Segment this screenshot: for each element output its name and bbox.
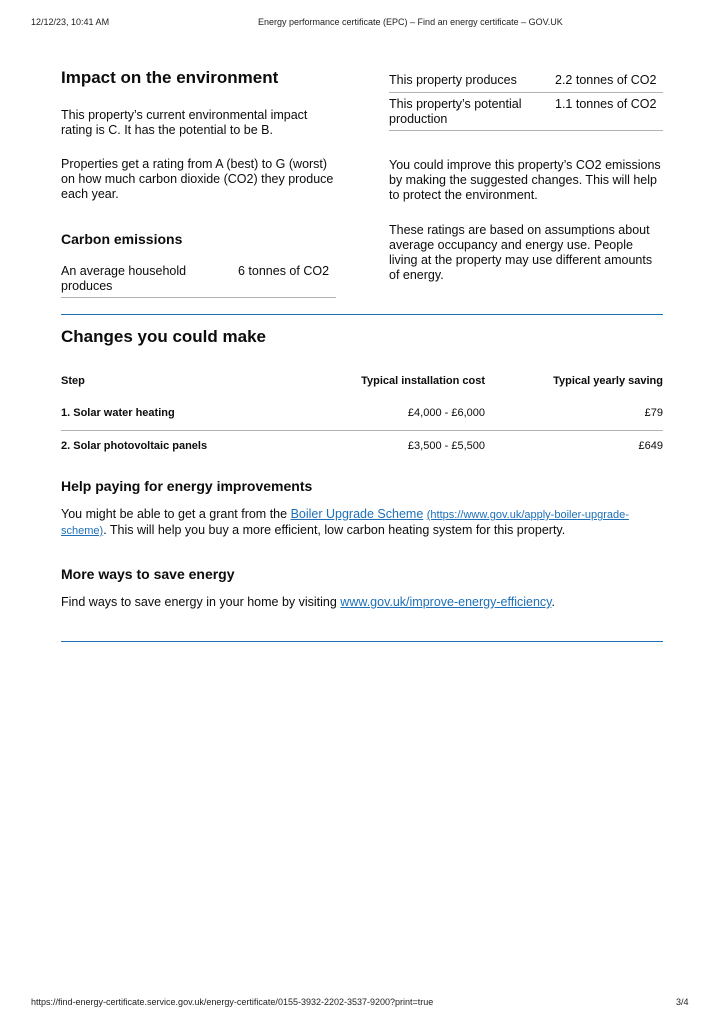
boiler-upgrade-scheme-link[interactable]: Boiler Upgrade Scheme [290, 507, 424, 521]
table-row-saving: £649 [638, 440, 663, 452]
divider [61, 430, 663, 431]
print-datetime: 12/12/23, 10:41 AM [31, 17, 110, 27]
help-text [61, 507, 666, 539]
divider [389, 130, 663, 131]
table-header-cost: Typical installation cost [361, 375, 485, 387]
section-divider [61, 641, 663, 642]
boiler-upgrade-scheme-url[interactable]: (https://www.gov.uk/apply-boiler-upgrade-scheme) [61, 509, 629, 537]
help-heading: Help paying for energy improvements [61, 478, 313, 494]
table-header-step: Step [61, 375, 85, 387]
table-row-cost: £4,000 - £6,000 [407, 407, 485, 419]
impact-rating-text: This property’s current environmental impact rating is C. It has the potential to be B. [61, 108, 308, 137]
average-household-label: An average household produces [61, 264, 187, 293]
table-row-step: 1. Solar water heating [61, 407, 175, 419]
divider [389, 92, 663, 93]
table-header-saving: Typical yearly saving [553, 375, 663, 387]
average-household-value: 6 tonnes of CO2 [238, 264, 330, 278]
print-page-number: 3/4 [676, 997, 689, 1007]
section-divider [61, 314, 663, 315]
changes-heading: Changes you could make [61, 327, 266, 346]
assumptions-text: These ratings are based on assumptions about average occupancy and energy use. People living at the property may use different amounts of energy. [389, 223, 653, 282]
help-text-after: . This will help you buy a more efficient, low carbon heating system for this property. [103, 523, 566, 537]
potential-production-value: 1.1 tonnes of CO2 [555, 97, 657, 111]
carbon-emissions-heading: Carbon emissions [61, 231, 183, 247]
impact-rating-explainer: Properties get a rating from A (best) to G (worst) on how much carbon dioxide (CO2) they produce each year. [61, 157, 334, 201]
more-ways-text-before: Find ways to save energy in your home by visiting [61, 595, 341, 609]
print-title: Energy performance certificate (EPC) – Find an energy certificate – GOV.UK [258, 17, 563, 27]
potential-production-label: This property’s potential production [389, 97, 522, 126]
improve-text: You could improve this property’s CO2 emissions by making the suggested changes. This will help to protect the environment. [389, 158, 661, 202]
table-row-saving: £79 [644, 407, 663, 419]
property-produces-value: 2.2 tonnes of CO2 [555, 73, 657, 87]
more-ways-text-after: . [551, 595, 555, 609]
more-ways-text [61, 595, 666, 610]
help-text-before: You might be able to get a grant from the [61, 507, 291, 521]
table-row-cost: £3,500 - £5,500 [407, 440, 485, 452]
table-row-step: 2. Solar photovoltaic panels [61, 440, 208, 452]
improve-energy-efficiency-link[interactable]: www.gov.uk/improve-energy-efficiency [340, 595, 552, 609]
divider [61, 297, 336, 298]
print-url: https://find-energy-certificate.service.gov.uk/energy-certificate/0155-3932-2202-3537-9200?print=true [31, 997, 434, 1007]
impact-heading: Impact on the environment [61, 68, 279, 87]
property-produces-label: This property produces [389, 73, 517, 87]
more-ways-heading: More ways to save energy [61, 566, 235, 582]
